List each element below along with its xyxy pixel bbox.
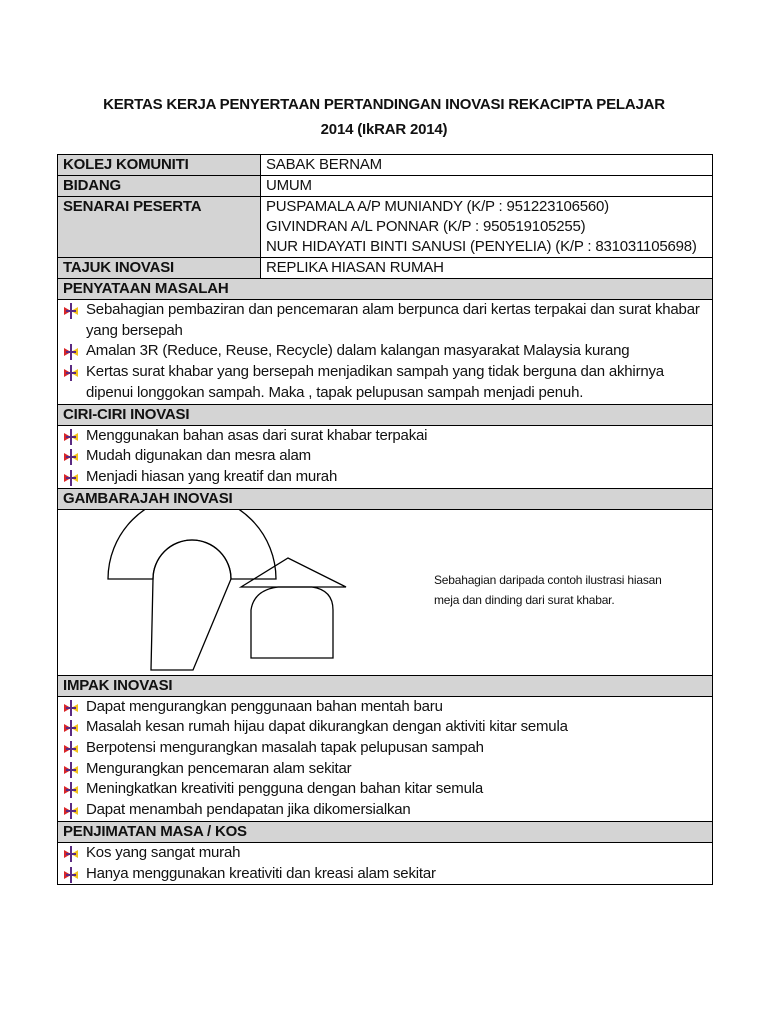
arrow-bullet-icon — [63, 846, 79, 862]
section-heading-impak: IMPAK INOVASI — [58, 675, 713, 696]
title-line-1: KERTAS KERJA PENYERTAAN PERTANDINGAN INOVASI REKACIPTA PELAJAR — [103, 96, 665, 113]
section-body-masalah — [58, 300, 713, 405]
list-item — [63, 362, 707, 403]
diagram-caption — [434, 570, 662, 610]
list-item — [63, 800, 707, 821]
kolej-label: KOLEJ KOMUNITI — [58, 155, 261, 176]
arrow-bullet-icon — [63, 470, 79, 486]
title-line-2: 2014 (IkRAR 2014) — [320, 121, 448, 138]
arrow-bullet-icon — [63, 303, 79, 319]
list-item-text: Dapat menambah pendapatan jika dikomersialkan — [86, 801, 411, 819]
list-item — [63, 467, 707, 488]
list-item-text: Sebahagian pembaziran dan pencemaran alam berpunca dari kertas terpakai dan surat khabar yang bersepah — [86, 301, 700, 339]
list-item — [63, 341, 707, 362]
list-item — [63, 446, 707, 467]
arrow-bullet-icon — [63, 700, 79, 716]
list-item-text: Menggunakan bahan asas dari surat khabar terpakai — [86, 426, 428, 444]
row-tajuk — [58, 258, 713, 279]
list-item — [63, 426, 707, 447]
vase-decoration-shape — [151, 540, 231, 670]
list-item-text: Dapat mengurangkan penggunaan bahan mentah baru — [86, 697, 443, 715]
peserta-item: NUR HIDAYATI BINTI SANUSI (PENYELIA) (K/P : 831031105698) — [266, 238, 697, 255]
peserta-item: GIVINDRAN A/L PONNAR (K/P : 950519105255) — [266, 218, 586, 235]
section-heading-gambarajah: GAMBARAJAH INOVASI — [58, 488, 713, 509]
roof-decoration-shape — [241, 558, 346, 587]
list-item-text: Menjadi hiasan yang kreatif dan murah — [86, 467, 338, 485]
list-item-text: Hanya menggunakan kreativiti dan kreasi alam sekitar — [86, 864, 436, 882]
list-item — [63, 779, 707, 800]
list-item-text: Amalan 3R (Reduce, Reuse, Recycle) dalam kalangan masyarakat Malaysia kurang — [86, 342, 630, 360]
section-heading-masalah: PENYATAAN MASALAH — [58, 279, 713, 300]
house-decoration-shape — [251, 587, 333, 658]
section-heading-penjimatan: PENJIMATAN MASA / KOS — [58, 821, 713, 842]
section-heading-ciri: CIRI-CIRI INOVASI — [58, 404, 713, 425]
penjimatan-list — [63, 843, 707, 884]
list-item-text: Berpotensi mengurangkan masalah tapak pelupusan sampah — [86, 739, 484, 757]
list-item — [63, 864, 707, 885]
arrow-bullet-icon — [63, 720, 79, 736]
list-item — [63, 697, 707, 718]
list-item — [63, 843, 707, 864]
arrow-bullet-icon — [63, 741, 79, 757]
list-item — [63, 738, 707, 759]
list-item — [63, 717, 707, 738]
arrow-bullet-icon — [63, 762, 79, 778]
impak-list — [63, 697, 707, 821]
section-body-ciri — [58, 425, 713, 488]
document-title — [0, 92, 768, 142]
tajuk-value: REPLIKA HIASAN RUMAH — [261, 258, 713, 279]
row-kolej — [58, 155, 713, 176]
list-item-text: Meningkatkan kreativiti pengguna dengan bahan kitar semula — [86, 780, 484, 798]
arrow-bullet-icon — [63, 344, 79, 360]
list-item-text: Masalah kesan rumah hijau dapat dikurangkan dengan aktiviti kitar semula — [86, 718, 568, 736]
tajuk-label: TAJUK INOVASI — [58, 258, 261, 279]
bidang-value: UMUM — [261, 176, 713, 197]
caption-line-2: meja dan dinding dari surat khabar. — [434, 592, 615, 607]
peserta-label: SENARAI PESERTA — [58, 197, 261, 258]
row-bidang — [58, 176, 713, 197]
masalah-list — [63, 300, 707, 404]
proposal-form-table — [57, 154, 713, 885]
ciri-list — [63, 426, 707, 488]
arrow-bullet-icon — [63, 867, 79, 883]
list-item-text: Mudah digunakan dan mesra alam — [86, 447, 311, 465]
bidang-label: BIDANG — [58, 176, 261, 197]
section-body-penjimatan — [58, 842, 713, 884]
list-item-text: Kertas surat khabar yang bersepah menjadikan sampah yang tidak berguna dan akhirnya dipenui longgokan sampah. Maka , tapak pelupusan sampah menjadi penuh. — [86, 363, 664, 401]
kolej-value: SABAK BERNAM — [261, 155, 713, 176]
list-item-text: Kos yang sangat murah — [86, 843, 241, 861]
arch-decoration-shape — [108, 510, 276, 579]
arrow-bullet-icon — [63, 365, 79, 381]
caption-line-1: Sebahagian daripada contoh ilustrasi hiasan — [434, 572, 662, 587]
list-item — [63, 759, 707, 780]
arrow-bullet-icon — [63, 429, 79, 445]
arrow-bullet-icon — [63, 782, 79, 798]
peserta-list — [261, 197, 713, 258]
list-item — [63, 300, 707, 341]
list-item-text: Mengurangkan pencemaran alam sekitar — [86, 759, 352, 777]
peserta-item: PUSPAMALA A/P MUNIANDY (K/P : 951223106560) — [266, 198, 609, 215]
section-body-impak — [58, 696, 713, 821]
arrow-bullet-icon — [63, 449, 79, 465]
arrow-bullet-icon — [63, 803, 79, 819]
innovation-diagram — [58, 509, 713, 675]
row-peserta — [58, 197, 713, 258]
